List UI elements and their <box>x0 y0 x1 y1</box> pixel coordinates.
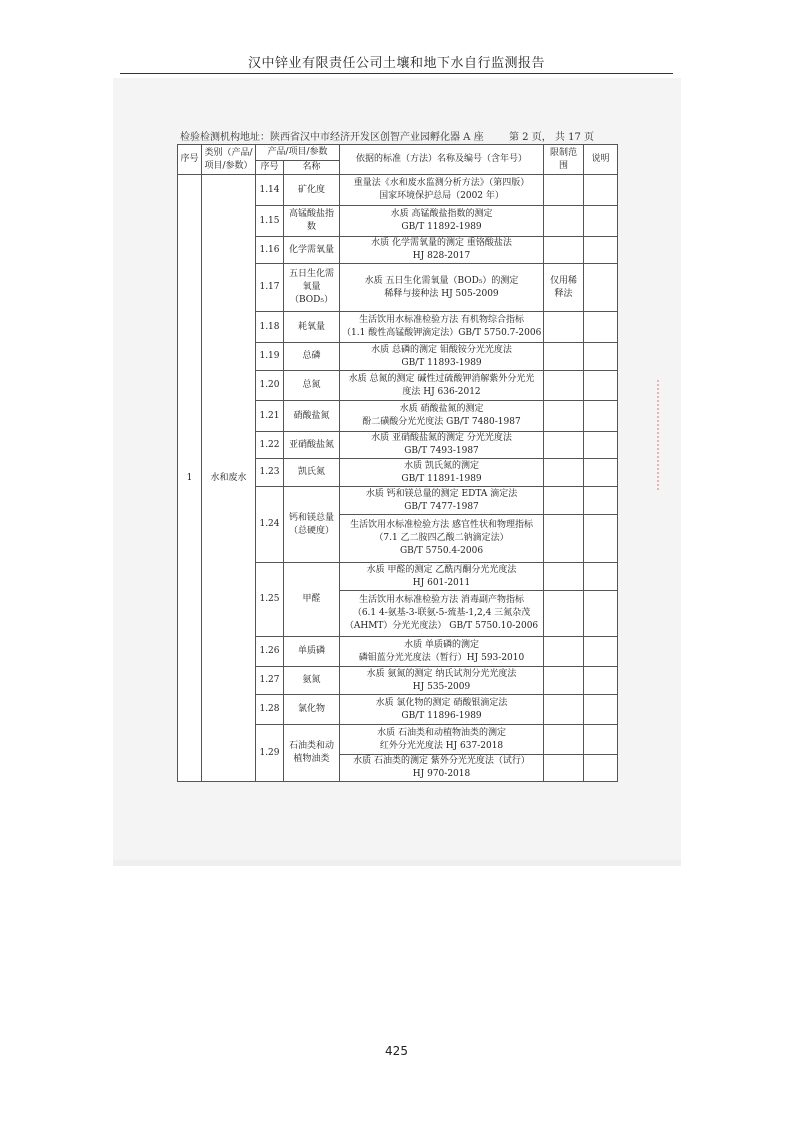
standard-line: 水质 高锰酸盐指数的测定 <box>390 209 493 219</box>
note-cell <box>584 487 618 515</box>
limit-cell: 仅用稀释法 <box>544 264 584 312</box>
standard-line: 稀释与接种法 HJ 505-2009 <box>384 288 499 299</box>
standard-line: 水质 总氮的测定 碱性过硫酸钾消解紫外分光光 <box>348 373 535 384</box>
standard-line: 国家环境保护总局（2002 年） <box>379 191 504 201</box>
standard-line: （6.1 4-氨基-3-联氨-5-巯基-1,2,4 三氮杂茂 <box>352 608 531 618</box>
standard-line: 度法 HJ 636-2012 <box>402 386 481 397</box>
standard-line: 水质 氯化物的测定 硝酸银滴定法 <box>375 697 508 708</box>
limit-cell <box>544 459 584 487</box>
header-divider <box>120 73 673 74</box>
lab-address-line <box>180 128 594 143</box>
standard-line: （7.1 乙二胺四乙酸二钠滴定法） <box>374 533 509 543</box>
standard-line: 水质 单质磷的测定 <box>404 639 479 650</box>
standard-cell <box>340 432 544 459</box>
item-number: 1.28 <box>256 695 284 725</box>
standard-cell <box>340 725 544 755</box>
item-name: 甲醛 <box>284 563 340 637</box>
report-title: 汉中锌业有限责任公司土壤和地下水自行监测报告 <box>247 56 545 71</box>
item-name: 单质磷 <box>284 637 340 667</box>
limit-cell <box>544 237 584 264</box>
col-limit: 限制范围 <box>544 145 584 175</box>
note-cell <box>584 312 618 343</box>
item-number: 1.29 <box>256 725 284 782</box>
accreditation-table <box>177 144 618 782</box>
item-name: 高锰酸盐指数 <box>284 206 340 237</box>
item-number: 1.16 <box>256 237 284 264</box>
page-indicator: 第 2 页， 共 17 页 <box>509 132 594 143</box>
col-note: 说明 <box>584 145 618 175</box>
limit-cell <box>544 667 584 695</box>
table-body <box>178 175 618 782</box>
scan-edge <box>113 860 681 866</box>
item-number: 1.22 <box>256 432 284 459</box>
standard-line: 水质 五日生化需氧量（BOD₅）的测定 <box>364 275 519 286</box>
col-category: 类别（产品/项目/参数） <box>202 145 256 175</box>
standard-line: 水质 石油类的测定 紫外分光光度法（试行） <box>353 756 530 766</box>
standard-cell <box>340 343 544 371</box>
standard-cell <box>340 591 544 637</box>
standard-line: GB/T 11891-1989 <box>401 473 482 484</box>
standard-cell <box>340 371 544 401</box>
note-cell <box>584 563 618 591</box>
note-cell <box>584 432 618 459</box>
item-name: 亚硝酸盐氮 <box>284 432 340 459</box>
item-name: 化学需氧量 <box>284 237 340 264</box>
limit-cell <box>544 175 584 206</box>
standard-cell <box>340 637 544 667</box>
note-cell <box>584 515 618 563</box>
col-product-group: 产品/项目/参数 <box>256 145 340 161</box>
item-name: 氨氮 <box>284 667 340 695</box>
note-cell <box>584 725 618 755</box>
item-name: 五日生化需氧量（BOD₅） <box>284 264 340 312</box>
standard-cell <box>340 695 544 725</box>
note-cell <box>584 637 618 667</box>
item-number: 1.19 <box>256 343 284 371</box>
standard-line: HJ 535-2009 <box>412 681 471 692</box>
group-category: 水和废水 <box>202 175 256 782</box>
standard-line: 水质 硝酸盐氮的测定 <box>399 404 484 414</box>
item-name: 硝酸盐氮 <box>284 401 340 432</box>
limit-cell <box>544 343 584 371</box>
standard-line: 水质 亚硝酸盐氮的测定 分光光度法 <box>371 433 512 443</box>
limit-cell <box>544 206 584 237</box>
item-number: 1.23 <box>256 459 284 487</box>
item-name: 耗氧量 <box>284 312 340 343</box>
standard-cell <box>340 563 544 591</box>
limit-cell <box>544 695 584 725</box>
col-sub-seq: 序号 <box>256 161 284 175</box>
standard-line: 生活饮用水标准检验方法 消毒副产物指标 <box>359 595 524 605</box>
item-number: 1.15 <box>256 206 284 237</box>
item-name: 氯化物 <box>284 695 340 725</box>
note-cell <box>584 175 618 206</box>
standard-line: GB/T 11893-1989 <box>401 357 482 368</box>
standard-line: HJ 601-2011 <box>412 577 471 588</box>
standard-cell <box>340 515 544 563</box>
standard-line: 重量法《水和废水监测分析方法》（第四版） <box>353 178 530 188</box>
note-cell <box>584 371 618 401</box>
item-name: 总氮 <box>284 371 340 401</box>
group-seq: 1 <box>178 175 202 782</box>
standard-line: （1.1 酸性高锰酸钾滴定法）GB/T 5750.7-2006 <box>342 328 542 338</box>
item-number: 1.24 <box>256 487 284 563</box>
standard-line: （AHMT）分光光度法） GB/T 5750.10-2006 <box>344 621 539 631</box>
item-number: 1.27 <box>256 667 284 695</box>
item-name: 凯氏氮 <box>284 459 340 487</box>
standard-line: HJ 970-2018 <box>412 769 471 779</box>
limit-cell <box>544 312 584 343</box>
note-cell <box>584 343 618 371</box>
standard-line: HJ 828-2017 <box>412 251 471 261</box>
limit-cell <box>544 515 584 563</box>
standard-line: 水质 总磷的测定 钼酸铵分光光度法 <box>371 344 512 355</box>
lab-address: 检验检测机构地址：陕西省汉中市经济开发区创智产业园孵化器 A 座 <box>180 132 484 143</box>
item-number: 1.14 <box>256 175 284 206</box>
standard-cell <box>340 206 544 237</box>
note-cell <box>584 591 618 637</box>
item-name: 总磷 <box>284 343 340 371</box>
standard-line: 生活饮用水标准检验方法 有机物综合指标 <box>359 315 524 325</box>
standard-cell <box>340 755 544 782</box>
limit-cell <box>544 487 584 515</box>
item-name: 矿化度 <box>284 175 340 206</box>
standard-line: 生活饮用水标准检验方法 感官性状和物理指标 <box>350 520 533 530</box>
standard-line: 水质 石油类和动植物油类的测定 <box>377 727 506 738</box>
standard-line: GB/T 11896-1989 <box>401 710 482 721</box>
note-cell <box>584 264 618 312</box>
note-cell <box>584 667 618 695</box>
limit-cell <box>544 371 584 401</box>
standard-line: 磷钼蓝分光光度法（暂行）HJ 593-2010 <box>358 652 525 663</box>
standard-line: 水质 凯氏氮的测定 <box>404 460 479 471</box>
standard-line: 水质 甲醛的测定 乙酰丙酮分光光度法 <box>366 564 517 575</box>
standard-cell <box>340 459 544 487</box>
standard-cell <box>340 312 544 343</box>
page-number: 425 <box>385 1044 408 1058</box>
standard-line: 水质 化学需氧量的测定 重铬酸盐法 <box>371 238 512 248</box>
note-cell <box>584 401 618 432</box>
note-cell <box>584 237 618 264</box>
seal-stamp-edge <box>657 380 673 490</box>
col-name: 名称 <box>284 161 340 175</box>
standard-line: 酚二磺酸分光光度法 GB/T 7480-1987 <box>362 417 521 427</box>
standard-line: 红外分光光度法 HJ 637-2018 <box>379 740 504 751</box>
item-number: 1.25 <box>256 563 284 637</box>
standard-cell <box>340 237 544 264</box>
limit-cell <box>544 725 584 755</box>
standard-line: 水质 氨氮的测定 纳氏试剂分光光度法 <box>366 668 517 679</box>
note-cell <box>584 206 618 237</box>
standard-cell <box>340 667 544 695</box>
standard-line: GB/T 5750.4-2006 <box>399 546 484 556</box>
limit-cell <box>544 432 584 459</box>
standard-cell <box>340 401 544 432</box>
item-number: 1.17 <box>256 264 284 312</box>
standard-line: 水质 钙和镁总量的测定 EDTA 滴定法 <box>365 488 518 499</box>
col-seq: 序号 <box>178 145 202 175</box>
standard-cell <box>340 487 544 515</box>
standard-line: GB/T 11892-1989 <box>401 222 482 232</box>
note-cell <box>584 755 618 782</box>
standard-cell <box>340 175 544 206</box>
item-number: 1.21 <box>256 401 284 432</box>
item-number: 1.26 <box>256 637 284 667</box>
standard-line: GB/T 7477-1987 <box>404 501 479 512</box>
limit-cell <box>544 591 584 637</box>
standard-line: GB/T 7493-1987 <box>404 446 479 456</box>
item-number: 1.18 <box>256 312 284 343</box>
note-cell <box>584 459 618 487</box>
limit-cell <box>544 755 584 782</box>
limit-cell <box>544 563 584 591</box>
item-number: 1.20 <box>256 371 284 401</box>
item-name: 石油类和动植物油类 <box>284 725 340 782</box>
limit-cell <box>544 401 584 432</box>
item-name: 钙和镁总量（总硬度） <box>284 487 340 563</box>
col-standard: 依据的标准（方法）名称及编号（含年号） <box>340 145 544 175</box>
limit-cell <box>544 637 584 667</box>
standard-cell <box>340 264 544 312</box>
table-row <box>178 175 618 206</box>
note-cell <box>584 695 618 725</box>
